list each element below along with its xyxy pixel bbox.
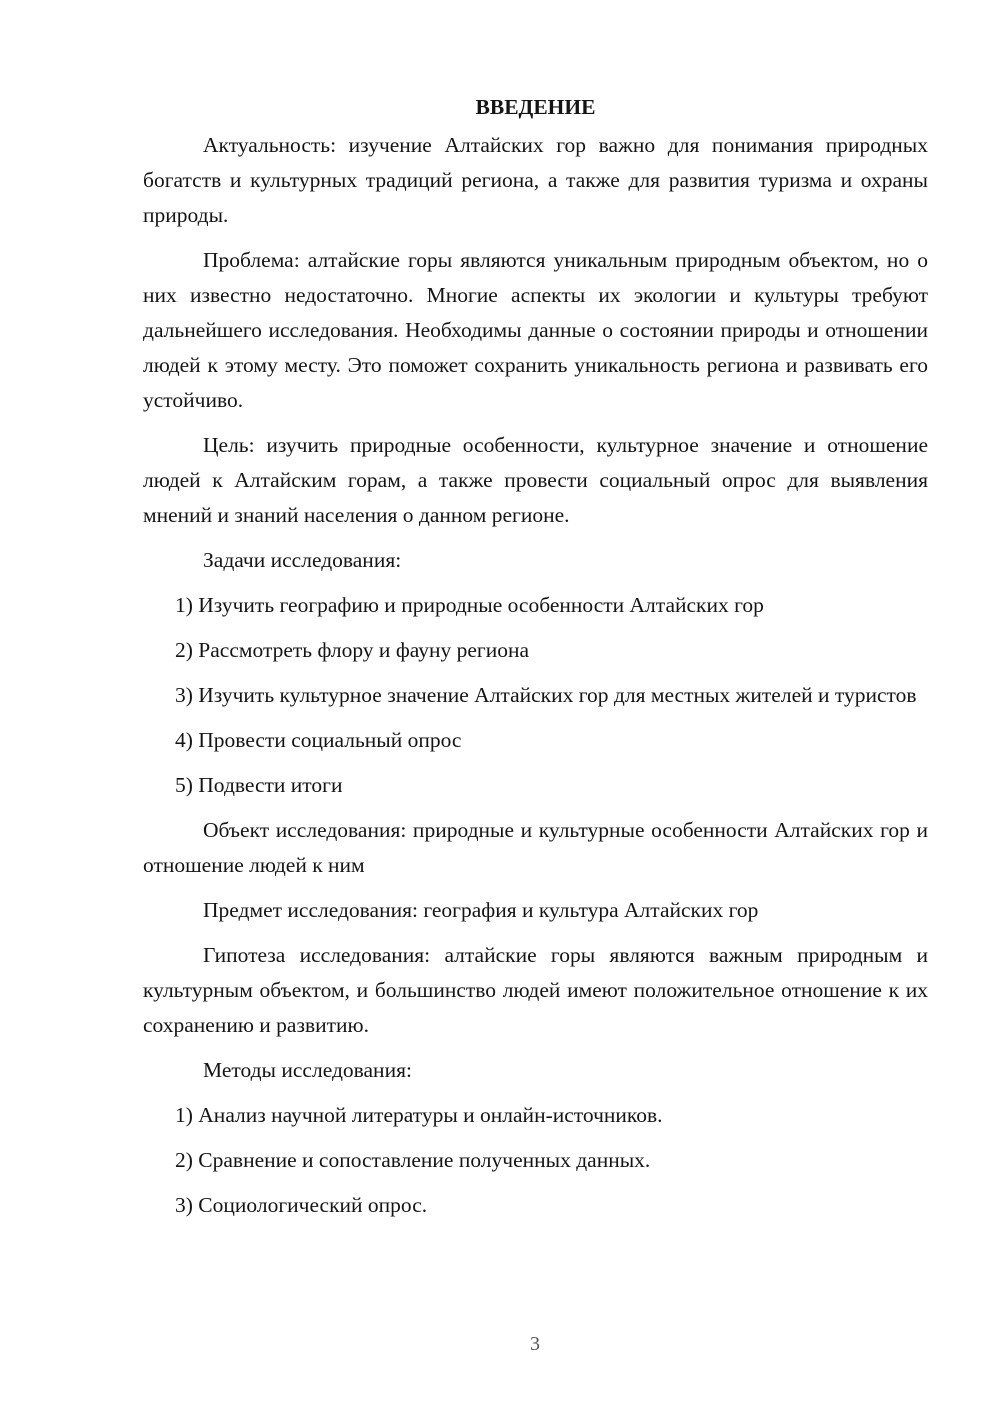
method-item: 1) Анализ научной литературы и онлайн-источников. xyxy=(175,1103,663,1127)
task-item: 4) Провести социальный опрос xyxy=(175,728,462,752)
document-page xyxy=(143,90,928,1233)
hypothesis-paragraph: Гипотеза исследования: алтайские горы являются важным природным и культурным объектом, и большинство людей имеют положительное отношение к их сохранению и развитию. xyxy=(143,943,928,1037)
relevance-paragraph: Актуальность: изучение Алтайских гор важно для понимания природных богатств и культурных традиций региона, а также для развития туризма и охраны природы. xyxy=(143,133,928,227)
problem-paragraph: Проблема: алтайские горы являются уникальным природным объектом, но о них известно недостаточно. Многие аспекты их экологии и культуры требуют дальнейшего исследования. Необходимы данные о состоянии природы и отношении людей к этому месту. Это поможет сохранить уникальность региона и развивать его устойчиво. xyxy=(143,248,928,412)
subject-paragraph: Предмет исследования: география и культура Алтайских гор xyxy=(203,898,759,922)
task-item: 1) Изучить географию и природные особенности Алтайских гор xyxy=(175,593,764,617)
task-item: 3) Изучить культурное значение Алтайских гор для местных жителей и туристов xyxy=(175,683,917,707)
method-item: 2) Сравнение и сопоставление полученных данных. xyxy=(175,1148,651,1172)
goal-paragraph: Цель: изучить природные особенности, культурное значение и отношение людей к Алтайским горам, а также провести социальный опрос для выявления мнений и знаний населения о данном регионе. xyxy=(143,433,928,527)
object-paragraph: Объект исследования: природные и культурные особенности Алтайских гор и отношение людей к ним xyxy=(143,818,928,877)
task-item: 2) Рассмотреть флору и фауну региона xyxy=(175,638,529,662)
section-title: ВВЕДЕНИЕ xyxy=(475,95,596,119)
method-item: 3) Социологический опрос. xyxy=(175,1193,428,1217)
methods-heading: Методы исследования: xyxy=(203,1058,412,1082)
task-item: 5) Подвести итоги xyxy=(175,773,343,797)
page-number: 3 xyxy=(530,1333,540,1355)
tasks-heading: Задачи исследования: xyxy=(203,548,402,572)
